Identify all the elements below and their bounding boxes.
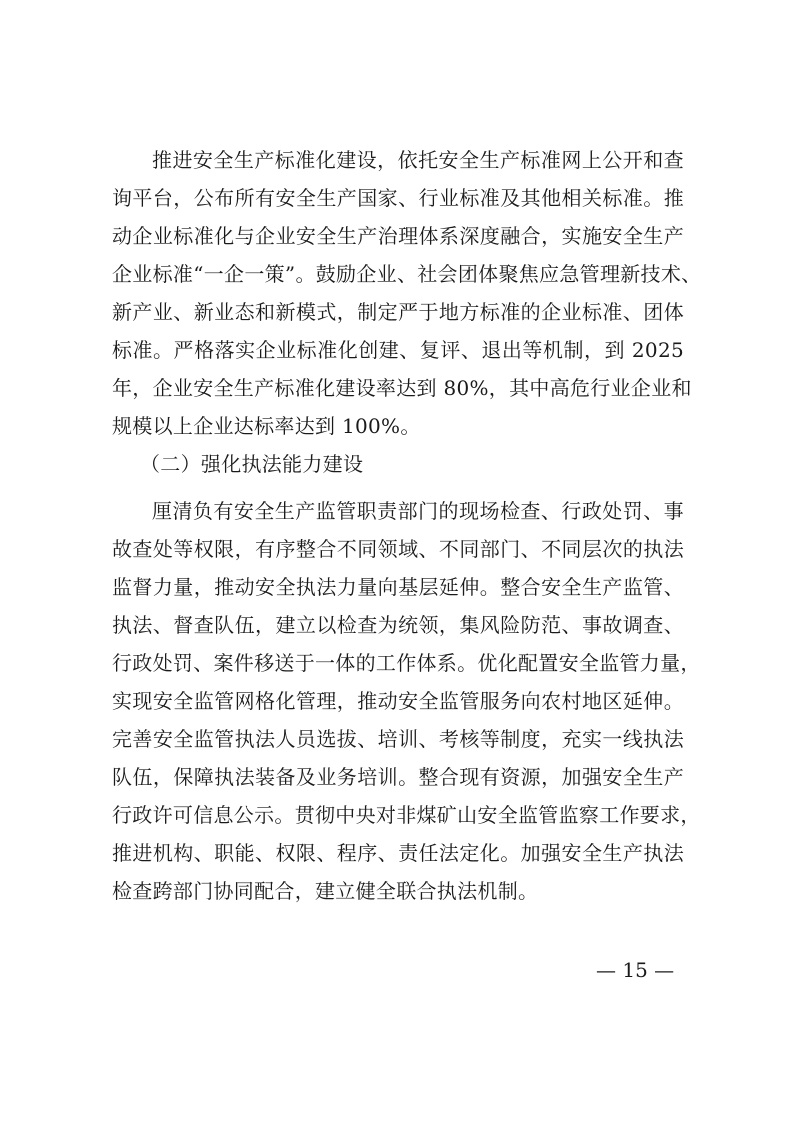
paragraph-line: 完善安全监管执法人员选拔、培训、考核等制度，充实一线执法	[112, 727, 684, 751]
paragraph-line: 队伍，保障执法装备及业务培训。整合现有资源，加强安全生产	[112, 765, 684, 789]
paragraph-line: 年，企业安全生产标准化建设率达到 80%，其中高危行业企业和	[112, 376, 692, 400]
paragraph-line: 执法、督查队伍，建立以检查为统领，集风险防范、事故调查、	[112, 613, 684, 637]
paragraph-line: 企业标准“一企一策”。鼓励企业、社会团体聚焦应急管理新技术、	[112, 262, 702, 286]
paragraph-line: 实现安全监管网格化管理，推动安全监管服务向农村地区延伸。	[112, 689, 684, 713]
paragraph-line: 规模以上企业达标率达到 100%。	[112, 414, 421, 438]
paragraph-line: 检查跨部门协同配合，建立健全联合执法机制。	[112, 879, 539, 903]
page-number: — 15 —	[596, 958, 675, 982]
paragraph-line: 动企业标准化与企业安全生产治理体系深度融合，实施安全生产	[112, 224, 684, 248]
paragraph-line: 新产业、新业态和新模式，制定严于地方标准的企业标准、团体	[112, 300, 684, 324]
paragraph-line: 询平台，公布所有安全生产国家、行业标准及其他相关标准。推	[112, 186, 684, 210]
paragraph-line: 推进安全生产标准化建设，依托安全生产标准网上公开和查	[152, 148, 684, 172]
paragraph-line: 行政许可信息公示。贯彻中央对非煤矿山安全监管监察工作要求，	[112, 803, 701, 827]
paragraph-line: 厘清负有安全生产监管职责部门的现场检查、行政处罚、事	[152, 499, 684, 523]
paragraph-line: 标准。严格落实企业标准化创建、复评、退出等机制，到 2025	[112, 338, 684, 362]
section-heading: （二）强化执法能力建设	[140, 452, 364, 476]
paragraph-line: 行政处罚、案件移送于一体的工作体系。优化配置安全监管力量，	[112, 651, 701, 675]
paragraph-line: 故查处等权限，有序整合不同领域、不同部门、不同层次的执法	[112, 537, 684, 561]
paragraph-line: 推进机构、职能、权限、程序、责任法定化。加强安全生产执法	[112, 841, 684, 865]
paragraph-line: 监督力量，推动安全执法力量向基层延伸。整合安全生产监管、	[112, 575, 684, 599]
